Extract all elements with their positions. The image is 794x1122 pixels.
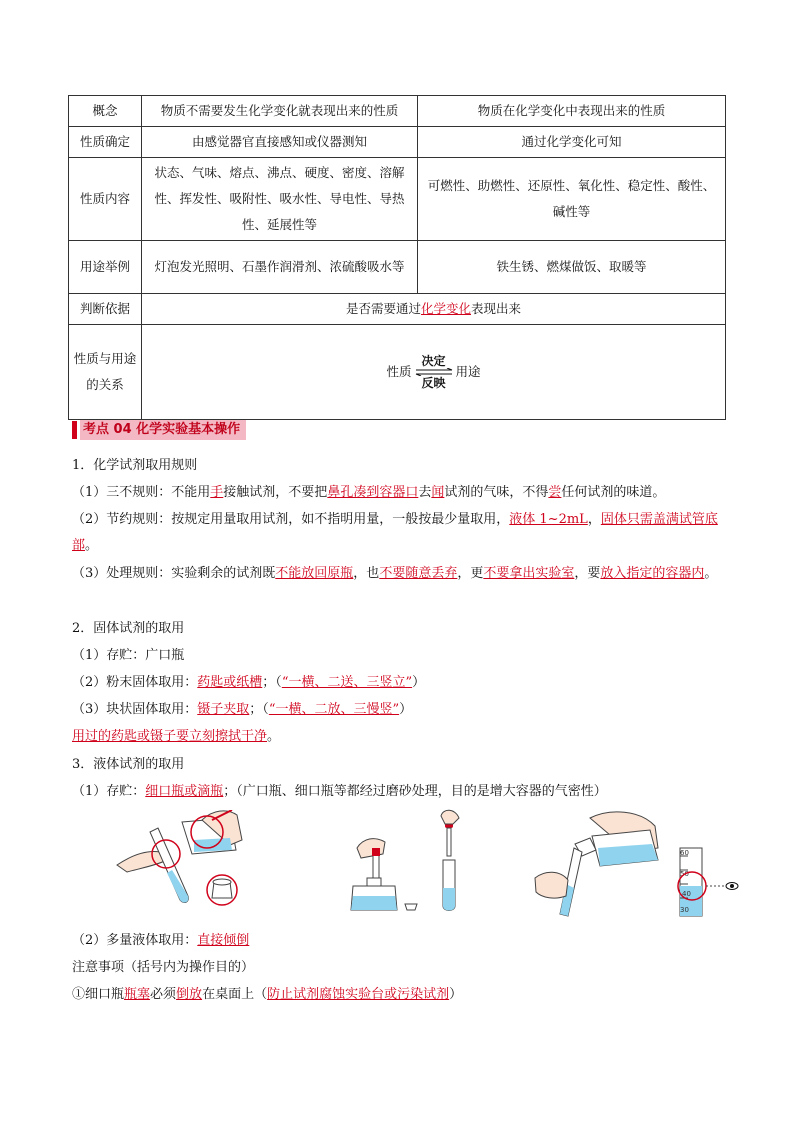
text: （2）节约规则：按规定用量取用试剂，如不指明用量，一般按最少量取用，	[72, 512, 510, 527]
relation-bottom: 反映	[421, 376, 446, 390]
answer: 不要随意丢弃	[379, 566, 458, 581]
text: 。	[85, 538, 99, 553]
text: 。	[267, 729, 281, 744]
relation-diagram	[386, 354, 480, 390]
text: ①细口瓶	[72, 987, 125, 1002]
answer: 镊子夹取	[197, 702, 250, 717]
answer: 用过的药匙或镊子要立刻擦拭干净	[72, 729, 268, 744]
relation-arrows	[414, 354, 454, 390]
text: （2）粉末固体取用：	[72, 675, 198, 690]
text: ；（广口瓶、细口瓶等都经过磨砂处理，目的是增大容器的气密性）	[223, 784, 607, 799]
text: 接触试剂，不要把	[223, 485, 328, 500]
relation-left: 性质	[386, 364, 412, 379]
text: （1）存贮：	[72, 784, 146, 799]
table-row	[69, 294, 726, 325]
answer: 瓶塞	[124, 987, 151, 1002]
row-label: 性质与用途的关系	[69, 325, 142, 420]
notes-heading: 注意事项（括号内为操作目的）	[72, 960, 255, 975]
scale-label: 60	[680, 849, 689, 857]
text: 试剂的气味，不得	[444, 485, 549, 500]
graduated-cylinder-illustration	[530, 808, 745, 920]
heading-2: 2．固体试剂的取用	[72, 621, 185, 636]
text: （3）块状固体取用：	[72, 702, 198, 717]
text: 去	[418, 485, 432, 500]
solid-storage: （1）存贮：广口瓶	[72, 648, 185, 663]
physical-cell: 灯泡发光照明、石墨作润滑剂、浓硫酸吸水等	[142, 241, 418, 294]
scale-label: 50	[680, 870, 689, 878]
judge-cell	[142, 294, 726, 325]
answer: 直接倾倒	[197, 933, 250, 948]
text: 必须	[150, 987, 177, 1002]
row-label: 用途举例	[69, 241, 142, 294]
judge-text-after: 表现出来	[471, 301, 522, 316]
text: ）	[399, 702, 413, 717]
text: ，也	[353, 566, 380, 581]
note-1	[72, 982, 728, 1008]
table-row	[69, 96, 726, 127]
answer: 手	[210, 485, 224, 500]
row-label: 性质内容	[69, 158, 142, 241]
chemical-cell: 可燃性、助燃性、还原性、氧化性、稳定性、酸性、碱性等	[418, 158, 726, 241]
heading-1: 1．化学试剂取用规则	[72, 458, 198, 473]
paragraph-disposal-rule	[72, 561, 728, 587]
chemical-cell: 铁生锈、燃煤做饭、取暖等	[418, 241, 726, 294]
text: ，更	[457, 566, 484, 581]
answer: 倒放	[176, 987, 203, 1002]
answer: 尝	[548, 485, 562, 500]
answer: 细口瓶或滴瓶	[145, 784, 224, 799]
lump-solid	[72, 697, 728, 723]
physical-cell: 由感觉器官直接感知或仪器测知	[142, 127, 418, 158]
text: ，要	[574, 566, 601, 581]
table-row	[69, 127, 726, 158]
text: （2）多量液体取用：	[72, 933, 198, 948]
judge-text-red: 化学变化	[420, 301, 471, 316]
physical-cell: 物质不需要发生化学变化就表现出来的性质	[142, 96, 418, 127]
physical-cell: 状态、气味、熔点、沸点、硬度、密度、溶解性、挥发性、吸附性、吸水性、导电性、导热性、延展性等	[142, 158, 418, 241]
answer: 固体只需盖满试管底部	[72, 512, 718, 553]
table-row	[69, 325, 726, 420]
paragraph-save-rule	[72, 507, 728, 559]
powder-solid	[72, 670, 728, 696]
text: ）	[449, 987, 463, 1002]
text: 。	[704, 566, 718, 581]
row-label: 判断依据	[69, 294, 142, 325]
badge-bar	[72, 421, 77, 439]
text: ；（	[262, 675, 282, 690]
chemical-cell: 物质在化学变化中表现出来的性质	[418, 96, 726, 127]
relation-top: 决定	[421, 354, 446, 368]
relation-right: 用途	[455, 364, 481, 379]
answer: 液体 1~2mL	[509, 512, 588, 527]
table-row	[69, 241, 726, 294]
answer: 鼻孔凑到容器口	[327, 485, 419, 500]
answer: “一横、二放、三慢竖”	[268, 702, 400, 717]
answer: 不要拿出实验室	[483, 566, 575, 581]
clean-tools	[72, 724, 728, 750]
answer: 不能放回原瓶	[275, 566, 354, 581]
scale-label: 40	[682, 890, 691, 898]
row-label: 性质确定	[69, 127, 142, 158]
text: ；（	[249, 702, 269, 717]
properties-table	[68, 95, 726, 420]
liquid-storage	[72, 779, 728, 805]
row-label: 概念	[69, 96, 142, 127]
text: 任何试剂的味道。	[561, 485, 666, 500]
section-badge	[72, 420, 246, 440]
text: （3）处理规则：实验剩余的试剂既	[72, 566, 276, 581]
judge-text-before: 是否需要通过	[345, 301, 421, 316]
table-row	[69, 158, 726, 241]
text: 在桌面上（	[202, 987, 268, 1002]
pouring-test-tube-illustration	[112, 810, 247, 915]
paragraph-three-rules	[72, 480, 728, 506]
answer: 闻	[431, 485, 445, 500]
dropper-illustration	[345, 808, 495, 918]
text: ，	[587, 512, 601, 527]
answer: 防止试剂腐蚀实验台或污染试剂	[267, 987, 450, 1002]
scale-label: 30	[680, 906, 689, 914]
double-arrow-icon	[414, 368, 454, 376]
answer: 药匙或纸槽	[197, 675, 263, 690]
relation-cell	[142, 325, 726, 420]
chemical-cell: 通过化学变化可知	[418, 127, 726, 158]
answer: 放入指定的容器内	[600, 566, 705, 581]
bulk-liquid	[72, 928, 728, 954]
text: ）	[412, 675, 426, 690]
text: （1）三不规则：不能用	[72, 485, 211, 500]
answer: “一横、二送、三竖立”	[281, 675, 413, 690]
heading-3: 3．液体试剂的取用	[72, 757, 185, 772]
section-title: 考点 04 化学实验基本操作	[80, 420, 246, 440]
